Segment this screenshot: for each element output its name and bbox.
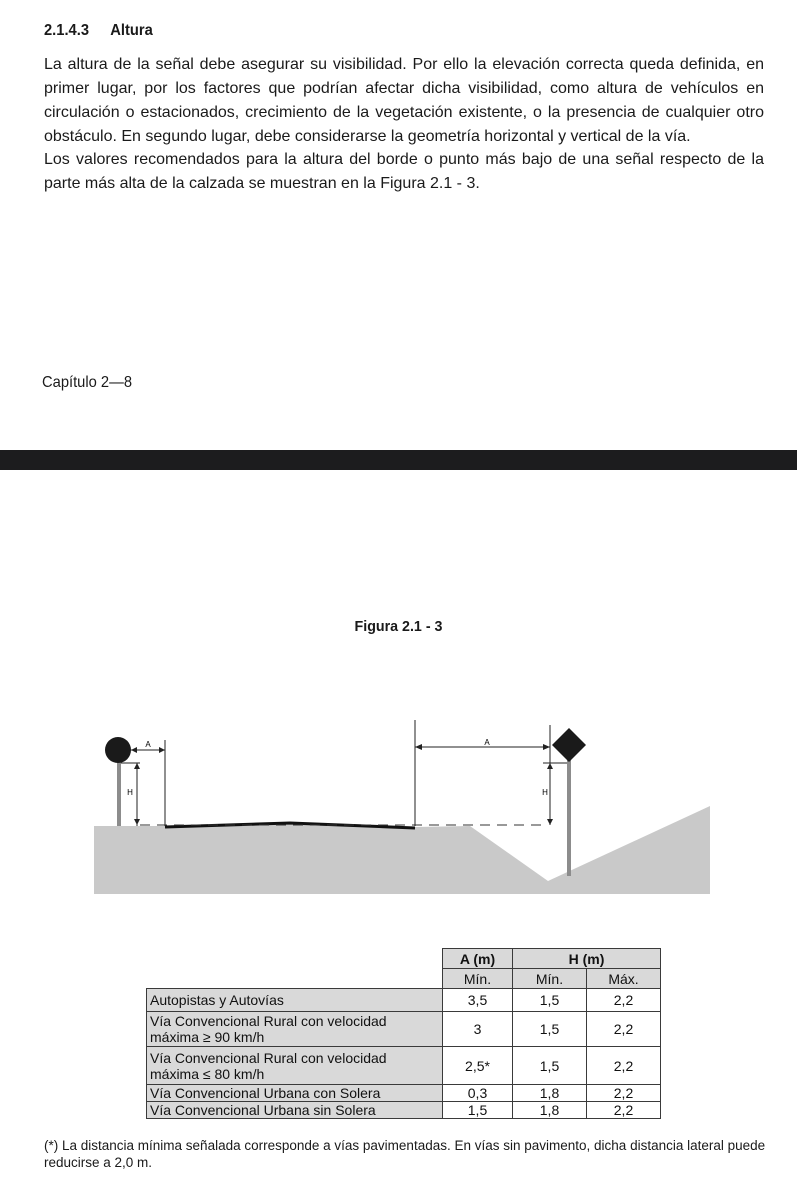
row-label: Vía Convencional Rural con velocidad máxima ≤ 80 km/h — [147, 1047, 443, 1085]
row-a-min: 3 — [443, 1012, 513, 1047]
paragraph-2: Los valores recomendados para la altura del borde o punto más bajo de una señal respecto de la parte más alta de la calzada se muestran en la Figura 2.1 - 3. — [44, 151, 764, 192]
table-row — [147, 1085, 661, 1102]
page-upper — [0, 0, 797, 450]
paragraph-1: La altura de la señal debe asegurar su visibilidad. Por ello la elevación correcta queda definida, en primer lugar, por los factores que podrían afectar dicha visibilidad, como altura de vehículos en circulación o estacionados, crecimiento de la vegetación existente, o la presencia de cualquier otro obstáculo. En segundo lugar, debe considerarse la geometría horizontal y vertical de la vía. — [44, 56, 764, 145]
left-a-arrow-end — [159, 747, 165, 753]
header-h: H (m) — [513, 949, 661, 969]
left-a-arrow — [131, 747, 137, 753]
table-row — [147, 1102, 661, 1119]
table-row — [147, 989, 661, 1012]
subheader-h-max: Máx. — [587, 969, 661, 989]
figure-caption: Figura 2.1 - 3 — [354, 618, 443, 635]
table-header-blank — [147, 949, 443, 969]
row-h-min: 1,8 — [513, 1102, 587, 1119]
row-a-min: 0,3 — [443, 1085, 513, 1102]
row-h-max: 2,2 — [587, 989, 661, 1012]
table-row — [147, 1012, 661, 1047]
page-footer: Capítulo 2—8 — [42, 374, 133, 391]
table-header-row — [147, 949, 661, 969]
right-a-arrow-end — [543, 744, 550, 750]
left-h-label: H — [127, 788, 133, 797]
right-a-arrow — [415, 744, 422, 750]
table-row — [147, 1047, 661, 1085]
subheader-h-min: Mín. — [513, 969, 587, 989]
section-heading — [44, 22, 153, 40]
section-number: 2.1.4.3 — [44, 22, 90, 39]
row-h-max: 2,2 — [587, 1102, 661, 1119]
row-h-min: 1,5 — [513, 989, 587, 1012]
row-label: Autopistas y Autovías — [147, 989, 443, 1012]
left-a-label: A — [145, 740, 151, 749]
values-table — [146, 948, 661, 1119]
table-subheader-row — [147, 969, 661, 989]
row-a-min: 2,5* — [443, 1047, 513, 1085]
row-h-max: 2,2 — [587, 1047, 661, 1085]
table-subheader-blank — [147, 969, 443, 989]
row-a-min: 1,5 — [443, 1102, 513, 1119]
right-a-label: A — [484, 738, 490, 747]
ground-profile — [94, 806, 710, 894]
table-footnote: (*) La distancia mínima señalada corresponde a vías pavimentadas. En vías sin pavimento, dicha distancia lateral puede reducirse a 2,0 m. — [44, 1138, 766, 1170]
right-h-arrow-end — [547, 819, 553, 825]
row-h-min: 1,5 — [513, 1047, 587, 1085]
subheader-a-min: Mín. — [443, 969, 513, 989]
row-h-max: 2,2 — [587, 1012, 661, 1047]
left-sign-circle — [105, 737, 131, 763]
row-h-max: 2,2 — [587, 1085, 661, 1102]
right-h-arrow — [547, 763, 553, 769]
left-h-arrow-end — [134, 819, 140, 825]
left-pole — [117, 760, 121, 826]
row-label: Vía Convencional Urbana sin Solera — [147, 1102, 443, 1119]
right-h-label: H — [542, 788, 548, 797]
header-a: A (m) — [443, 949, 513, 969]
right-pole — [567, 758, 571, 876]
row-a-min: 3,5 — [443, 989, 513, 1012]
left-h-arrow — [134, 763, 140, 769]
row-h-min: 1,8 — [513, 1085, 587, 1102]
right-sign-diamond — [552, 728, 586, 762]
row-label: Vía Convencional Urbana con Solera — [147, 1085, 443, 1102]
page-separator — [0, 450, 797, 470]
row-label: Vía Convencional Rural con velocidad máxima ≥ 90 km/h — [147, 1012, 443, 1047]
row-h-min: 1,5 — [513, 1012, 587, 1047]
cross-section-diagram — [0, 700, 797, 910]
section-title: Altura — [110, 22, 153, 39]
